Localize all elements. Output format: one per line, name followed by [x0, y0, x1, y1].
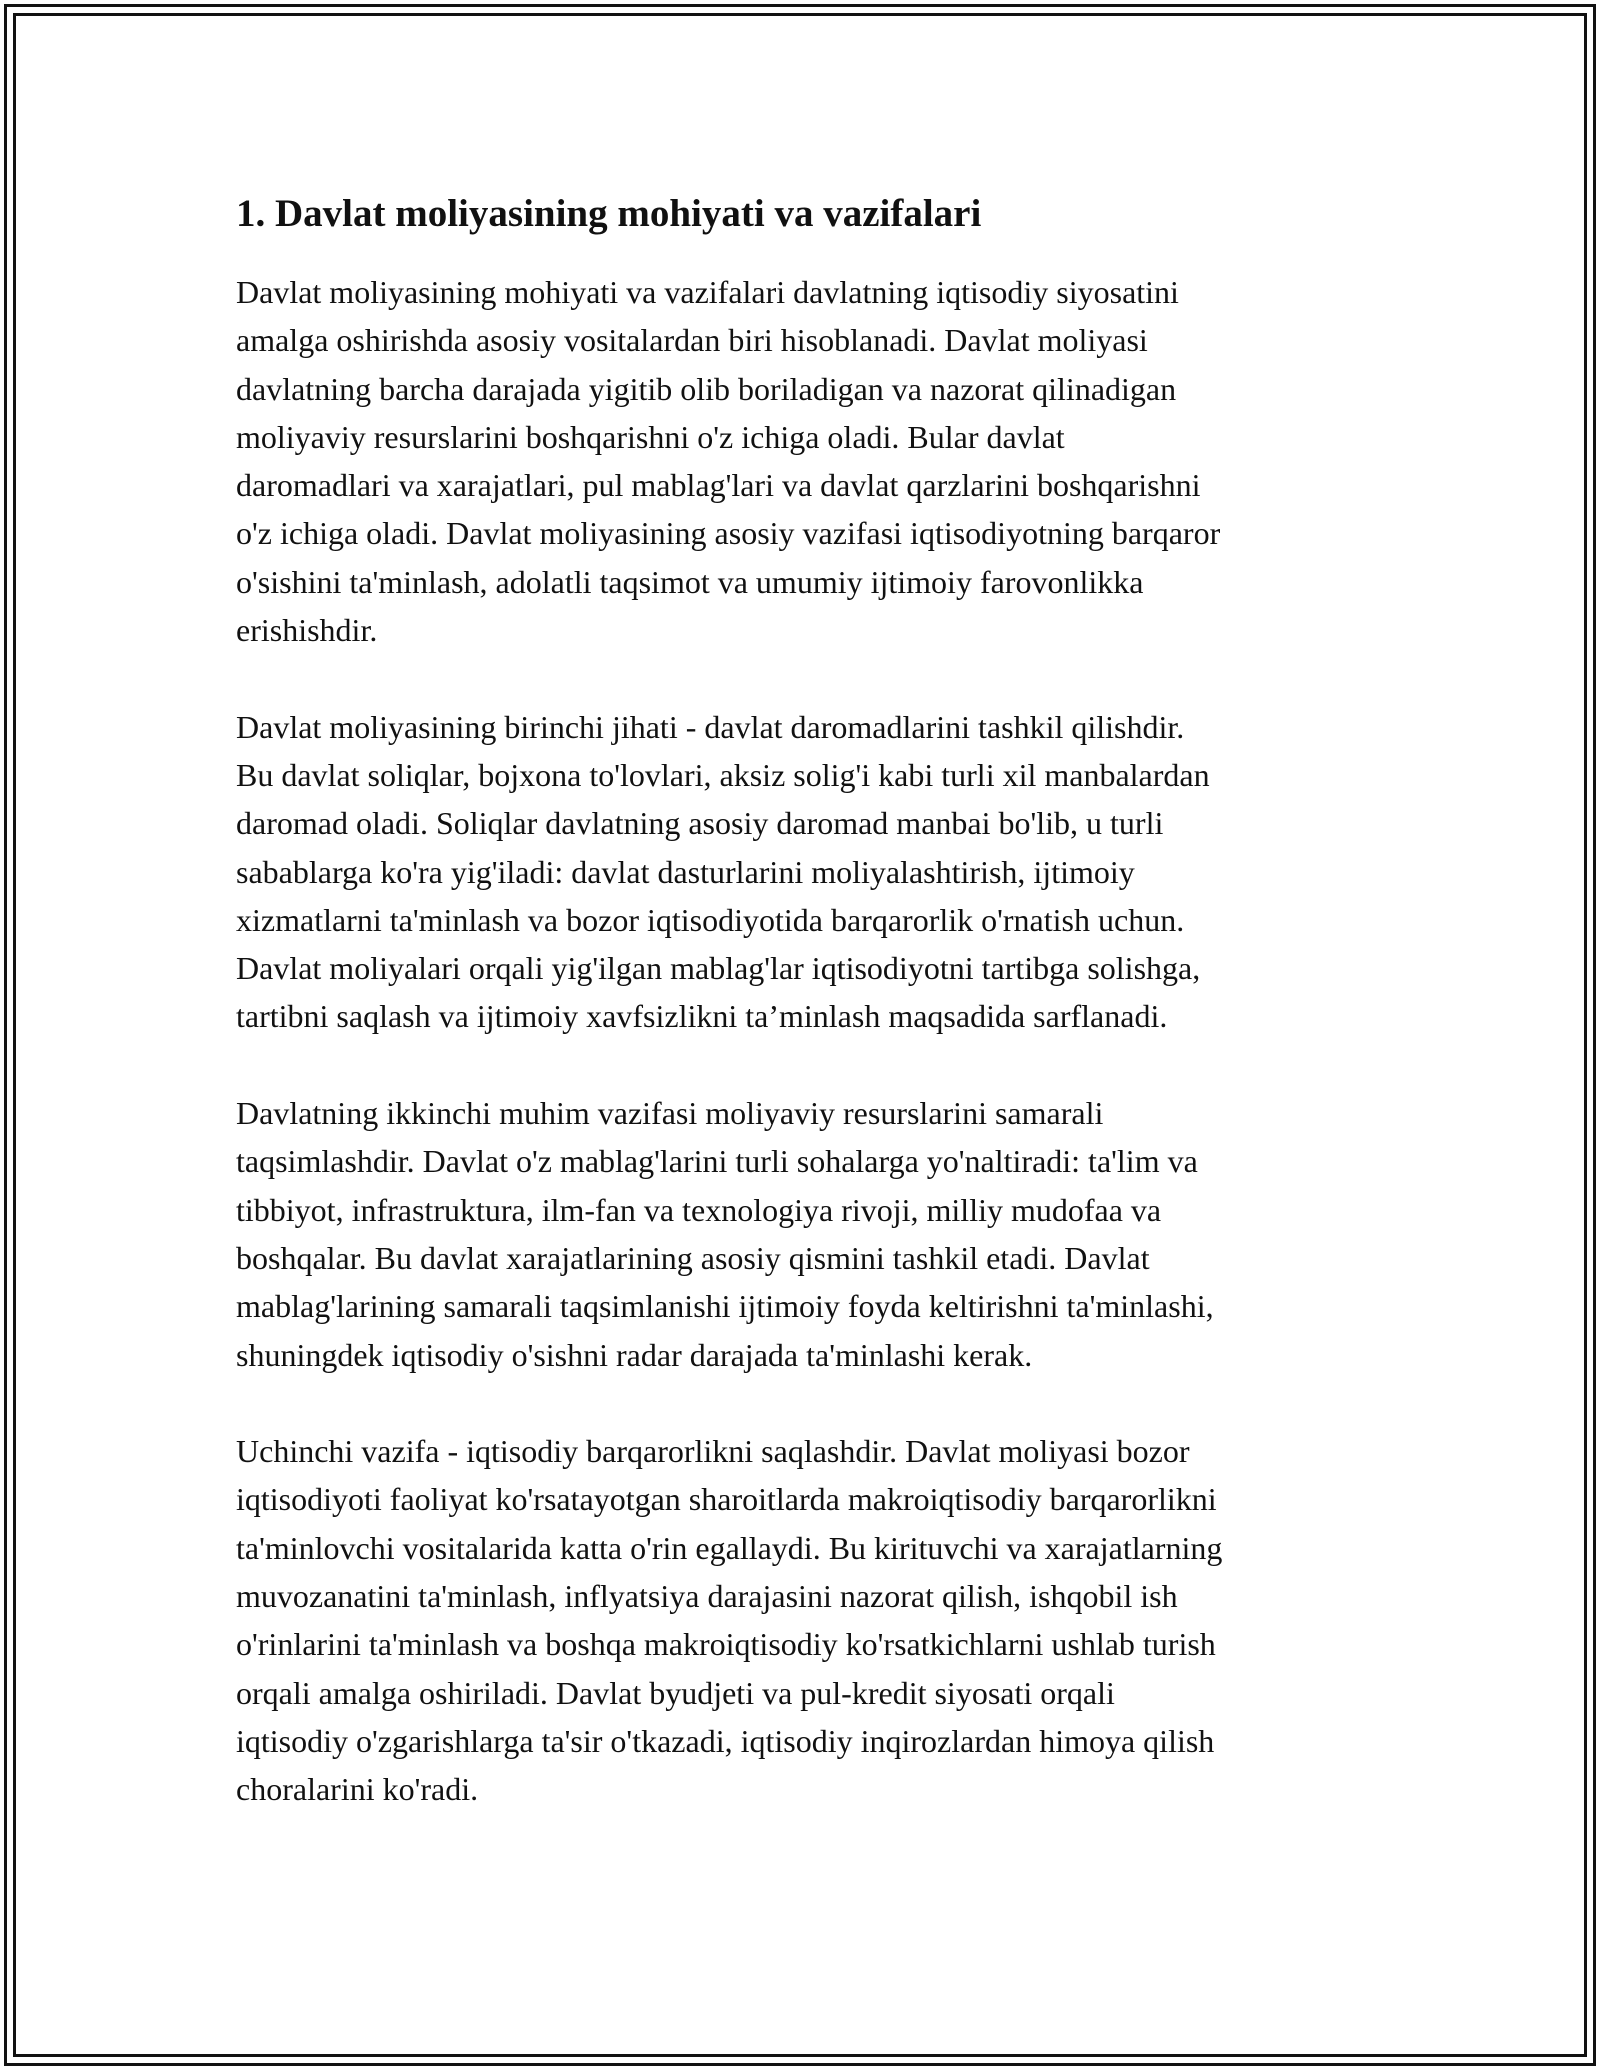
paragraph-line: iqtisodiy o'zgarishlarga ta'sir o'tkazadi, iqtisodiy inqirozlardan himoya qilish: [236, 1722, 1215, 1759]
paragraph-2: [236, 703, 1376, 1041]
paragraph-line: choralarini ko'radi.: [236, 1771, 479, 1808]
document-body: [236, 190, 1376, 1814]
paragraph-line: amalga oshirishda asosiy vositalardan biri hisoblanadi. Davlat moliyasi: [236, 322, 1148, 359]
paragraph-line: ta'minlovchi vositalarida katta o'rin egallaydi. Bu kirituvchi va xarajatlarning: [236, 1529, 1223, 1566]
paragraph-line: xizmatlarni ta'minlash va bozor iqtisodiyotida barqarorlik o'rnatish uchun.: [236, 901, 1185, 938]
paragraph-line: shuningdek iqtisodiy o'sishni radar darajada ta'minlashi kerak.: [236, 1336, 1033, 1373]
paragraph-line: moliyaviy resurslarini boshqarishni o'z ichiga oladi. Bular davlat: [236, 418, 1065, 455]
paragraph-line: o'z ichiga oladi. Davlat moliyasining asosiy vazifasi iqtisodiyotning barqaror: [236, 515, 1221, 552]
paragraph-line: o'sishini ta'minlash, adolatli taqsimot va umumiy ijtimoiy farovonlikka: [236, 563, 1144, 600]
paragraph-line: muvozanatini ta'minlash, inflyatsiya darajasini nazorat qilish, ishqobil ish: [236, 1578, 1178, 1615]
paragraph-4: [236, 1427, 1376, 1813]
paragraph-line: orqali amalga oshiriladi. Davlat byudjeti va pul-kredit siyosati orqali: [236, 1674, 1115, 1711]
paragraph-line: Davlat moliyasining birinchi jihati - davlat daromadlarini tashkil qilishdir.: [236, 708, 1185, 745]
section-heading: 1. Davlat moliyasining mohiyati va vazifalari: [236, 192, 982, 235]
paragraph-line: sabablarga ko'ra yig'iladi: davlat dasturlarini moliyalashtirish, ijtimoiy: [236, 853, 1135, 890]
paragraph-line: Uchinchi vazifa - iqtisodiy barqarorlikni saqlashdir. Davlat moliyasi bozor: [236, 1433, 1190, 1470]
paragraph-line: Davlat moliyalari orqali yig'ilgan mablag'lar iqtisodiyotni tartibga solishga,: [236, 950, 1201, 987]
paragraph-line: Bu davlat soliqlar, bojxona to'lovlari, aksiz solig'i kabi turli xil manbalardan: [236, 756, 1210, 793]
paragraph-3: [236, 1089, 1376, 1379]
paragraph-line: iqtisodiyoti faoliyat ko'rsatayotgan sharoitlarda makroiqtisodiy barqarorlikni: [236, 1481, 1217, 1518]
paragraph-line: taqsimlashdir. Davlat o'z mablag'larini turli sohalarga yo'naltiradi: ta'lim va: [236, 1143, 1198, 1180]
paragraph-line: boshqalar. Bu davlat xarajatlarining asosiy qismini tashkil etadi. Davlat: [236, 1239, 1150, 1276]
paragraph-line: davlatning barcha darajada yigitib olib boriladigan va nazorat qilinadigan: [236, 370, 1177, 407]
paragraph-line: erishishdir.: [236, 612, 378, 649]
paragraph-line: daromadlari va xarajatlari, pul mablag'lari va davlat qarzlarini boshqarishni: [236, 467, 1201, 504]
paragraph-line: mablag'larining samarali taqsimlanishi ijtimoiy foyda keltirishni ta'minlashi,: [236, 1288, 1214, 1325]
paragraph-line: Davlatning ikkinchi muhim vazifasi moliyaviy resurslarini samarali: [236, 1095, 1104, 1132]
paragraph-line: Davlat moliyasining mohiyati va vazifalari davlatning iqtisodiy siyosatini: [236, 274, 1179, 310]
paragraph-line: o'rinlarini ta'minlash va boshqa makroiqtisodiy ko'rsatkichlarni ushlab turish: [236, 1626, 1216, 1663]
paragraph-line: tartibni saqlash va ijtimoiy xavfsizlikni ta’minlash maqsadida sarflanadi.: [236, 998, 1168, 1035]
paragraph-line: tibbiyot, infrastruktura, ilm-fan va texnologiya rivoji, milliy mudofaa va: [236, 1191, 1162, 1228]
paragraph-1: [236, 268, 1376, 654]
paragraph-line: daromad oladi. Soliqlar davlatning asosiy daromad manbai bo'lib, u turli: [236, 805, 1164, 842]
